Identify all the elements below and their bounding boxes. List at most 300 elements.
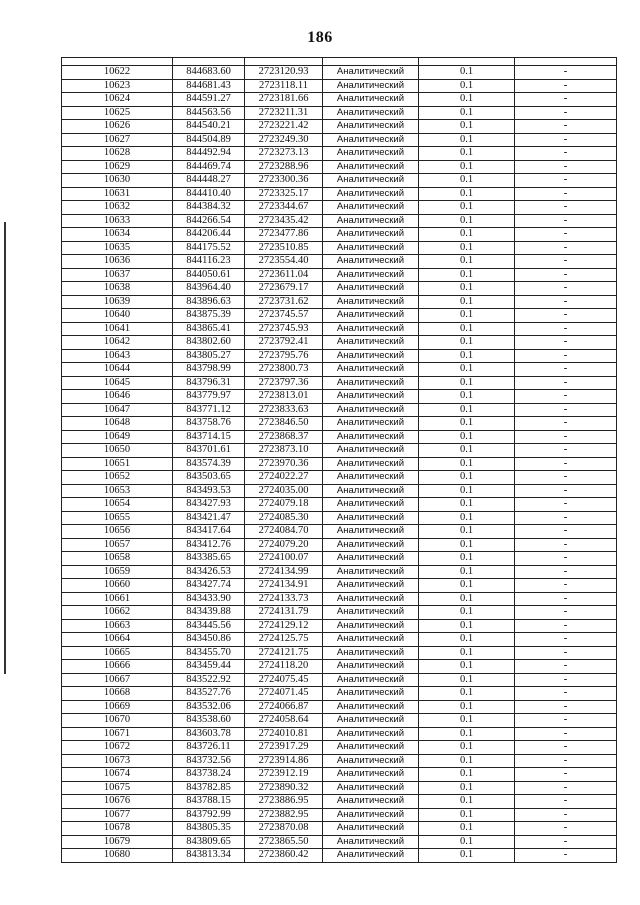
accuracy-cell: 0.1 (419, 471, 515, 485)
note-cell: - (515, 592, 617, 606)
table-row (62, 781, 617, 795)
point-number-cell: 10646 (62, 390, 173, 404)
accuracy-cell: 0.1 (419, 160, 515, 174)
table-row (62, 700, 617, 714)
note-cell: - (515, 444, 617, 458)
y-coordinate-cell: 2724085.30 (245, 511, 323, 525)
method-cell: Аналитический (323, 660, 419, 674)
y-coordinate-cell: 2723554.40 (245, 255, 323, 269)
table-row (62, 376, 617, 390)
table-row (62, 538, 617, 552)
note-cell: - (515, 727, 617, 741)
note-cell: - (515, 808, 617, 822)
note-cell: - (515, 849, 617, 863)
point-number-cell: 10643 (62, 349, 173, 363)
table-row (62, 390, 617, 404)
note-cell: - (515, 484, 617, 498)
x-coordinate-cell: 843427.93 (173, 498, 245, 512)
table-row (62, 673, 617, 687)
point-number-cell: 10666 (62, 660, 173, 674)
accuracy-cell: 0.1 (419, 687, 515, 701)
method-cell: Аналитический (323, 66, 419, 80)
method-cell: Аналитический (323, 511, 419, 525)
x-coordinate-cell: 844492.94 (173, 147, 245, 161)
method-cell: Аналитический (323, 309, 419, 323)
x-coordinate-cell: 843782.85 (173, 781, 245, 795)
accuracy-cell: 0.1 (419, 835, 515, 849)
accuracy-cell: 0.1 (419, 565, 515, 579)
table-row (62, 606, 617, 620)
table-row (62, 363, 617, 377)
note-cell: - (515, 106, 617, 120)
table-row (62, 808, 617, 822)
point-number-cell: 10652 (62, 471, 173, 485)
point-number-cell: 10656 (62, 525, 173, 539)
y-coordinate-cell: 2724121.75 (245, 646, 323, 660)
x-coordinate-cell: 843779.97 (173, 390, 245, 404)
point-number-cell: 10660 (62, 579, 173, 593)
table-body (62, 66, 617, 863)
method-cell: Аналитический (323, 417, 419, 431)
method-cell: Аналитический (323, 160, 419, 174)
method-cell: Аналитический (323, 79, 419, 93)
table-row (62, 687, 617, 701)
point-number-cell: 10676 (62, 795, 173, 809)
point-number-cell: 10678 (62, 822, 173, 836)
accuracy-cell: 0.1 (419, 457, 515, 471)
point-number-cell: 10670 (62, 714, 173, 728)
note-cell: - (515, 187, 617, 201)
x-coordinate-cell: 843417.64 (173, 525, 245, 539)
x-coordinate-cell: 844175.52 (173, 241, 245, 255)
header-cell (62, 58, 173, 66)
point-number-cell: 10635 (62, 241, 173, 255)
note-cell: - (515, 579, 617, 593)
y-coordinate-cell: 2724066.87 (245, 700, 323, 714)
x-coordinate-cell: 843450.86 (173, 633, 245, 647)
x-coordinate-cell: 843798.99 (173, 363, 245, 377)
accuracy-cell: 0.1 (419, 282, 515, 296)
accuracy-cell: 0.1 (419, 309, 515, 323)
x-coordinate-cell: 843714.15 (173, 430, 245, 444)
table-row (62, 835, 617, 849)
point-number-cell: 10627 (62, 133, 173, 147)
table-row (62, 268, 617, 282)
table-row (62, 160, 617, 174)
y-coordinate-cell: 2723914.86 (245, 754, 323, 768)
method-cell: Аналитический (323, 768, 419, 782)
table-row (62, 66, 617, 80)
x-coordinate-cell: 844504.89 (173, 133, 245, 147)
method-cell: Аналитический (323, 444, 419, 458)
y-coordinate-cell: 2724058.64 (245, 714, 323, 728)
method-cell: Аналитический (323, 147, 419, 161)
table-row (62, 633, 617, 647)
y-coordinate-cell: 2724118.20 (245, 660, 323, 674)
accuracy-cell: 0.1 (419, 808, 515, 822)
accuracy-cell: 0.1 (419, 214, 515, 228)
accuracy-cell: 0.1 (419, 349, 515, 363)
method-cell: Аналитический (323, 174, 419, 188)
table-row (62, 741, 617, 755)
method-cell: Аналитический (323, 687, 419, 701)
point-number-cell: 10642 (62, 336, 173, 350)
x-coordinate-cell: 843427.74 (173, 579, 245, 593)
y-coordinate-cell: 2723833.63 (245, 403, 323, 417)
y-coordinate-cell: 2723344.67 (245, 201, 323, 215)
note-cell: - (515, 66, 617, 80)
x-coordinate-cell: 844563.56 (173, 106, 245, 120)
point-number-cell: 10640 (62, 309, 173, 323)
accuracy-cell: 0.1 (419, 147, 515, 161)
method-cell: Аналитический (323, 322, 419, 336)
note-cell: - (515, 93, 617, 107)
x-coordinate-cell: 843426.53 (173, 565, 245, 579)
table-row (62, 93, 617, 107)
point-number-cell: 10625 (62, 106, 173, 120)
table-row (62, 552, 617, 566)
y-coordinate-cell: 2723886.95 (245, 795, 323, 809)
x-coordinate-cell: 843421.47 (173, 511, 245, 525)
point-number-cell: 10647 (62, 403, 173, 417)
table-row (62, 565, 617, 579)
method-cell: Аналитический (323, 187, 419, 201)
table-row (62, 295, 617, 309)
y-coordinate-cell: 2724022.27 (245, 471, 323, 485)
accuracy-cell: 0.1 (419, 822, 515, 836)
method-cell: Аналитический (323, 646, 419, 660)
method-cell: Аналитический (323, 471, 419, 485)
point-number-cell: 10628 (62, 147, 173, 161)
note-cell: - (515, 714, 617, 728)
table-row (62, 120, 617, 134)
method-cell: Аналитический (323, 714, 419, 728)
x-coordinate-cell: 843445.56 (173, 619, 245, 633)
table-row (62, 457, 617, 471)
header-cell (515, 58, 617, 66)
point-number-cell: 10653 (62, 484, 173, 498)
point-number-cell: 10654 (62, 498, 173, 512)
method-cell: Аналитический (323, 120, 419, 134)
table-row (62, 484, 617, 498)
coordinates-table-container (61, 57, 616, 863)
accuracy-cell: 0.1 (419, 187, 515, 201)
y-coordinate-cell: 2723912.19 (245, 768, 323, 782)
point-number-cell: 10637 (62, 268, 173, 282)
table-row (62, 241, 617, 255)
y-coordinate-cell: 2723917.29 (245, 741, 323, 755)
x-coordinate-cell: 844540.21 (173, 120, 245, 134)
point-number-cell: 10630 (62, 174, 173, 188)
y-coordinate-cell: 2723679.17 (245, 282, 323, 296)
point-number-cell: 10650 (62, 444, 173, 458)
method-cell: Аналитический (323, 795, 419, 809)
x-coordinate-cell: 843738.24 (173, 768, 245, 782)
table-row (62, 471, 617, 485)
method-cell: Аналитический (323, 430, 419, 444)
accuracy-cell: 0.1 (419, 376, 515, 390)
point-number-cell: 10655 (62, 511, 173, 525)
method-cell: Аналитический (323, 525, 419, 539)
method-cell: Аналитический (323, 808, 419, 822)
y-coordinate-cell: 2723273.13 (245, 147, 323, 161)
y-coordinate-cell: 2723846.50 (245, 417, 323, 431)
x-coordinate-cell: 844469.74 (173, 160, 245, 174)
x-coordinate-cell: 843809.65 (173, 835, 245, 849)
x-coordinate-cell: 843527.76 (173, 687, 245, 701)
point-number-cell: 10672 (62, 741, 173, 755)
point-number-cell: 10641 (62, 322, 173, 336)
note-cell: - (515, 430, 617, 444)
point-number-cell: 10624 (62, 93, 173, 107)
accuracy-cell: 0.1 (419, 363, 515, 377)
note-cell: - (515, 781, 617, 795)
point-number-cell: 10649 (62, 430, 173, 444)
table-row (62, 106, 617, 120)
note-cell: - (515, 457, 617, 471)
x-coordinate-cell: 844591.27 (173, 93, 245, 107)
point-number-cell: 10645 (62, 376, 173, 390)
note-cell: - (515, 309, 617, 323)
x-coordinate-cell: 843522.92 (173, 673, 245, 687)
x-coordinate-cell: 843732.56 (173, 754, 245, 768)
point-number-cell: 10638 (62, 282, 173, 296)
table-row (62, 417, 617, 431)
accuracy-cell: 0.1 (419, 538, 515, 552)
method-cell: Аналитический (323, 849, 419, 863)
method-cell: Аналитический (323, 403, 419, 417)
method-cell: Аналитический (323, 457, 419, 471)
x-coordinate-cell: 843493.53 (173, 484, 245, 498)
accuracy-cell: 0.1 (419, 525, 515, 539)
y-coordinate-cell: 2723435.42 (245, 214, 323, 228)
method-cell: Аналитический (323, 106, 419, 120)
point-number-cell: 10680 (62, 849, 173, 863)
note-cell: - (515, 835, 617, 849)
point-number-cell: 10664 (62, 633, 173, 647)
table-row (62, 768, 617, 782)
x-coordinate-cell: 843538.60 (173, 714, 245, 728)
y-coordinate-cell: 2724075.45 (245, 673, 323, 687)
note-cell: - (515, 282, 617, 296)
x-coordinate-cell: 843771.12 (173, 403, 245, 417)
x-coordinate-cell: 844050.61 (173, 268, 245, 282)
table-row (62, 511, 617, 525)
y-coordinate-cell: 2724079.18 (245, 498, 323, 512)
x-coordinate-cell: 843813.34 (173, 849, 245, 863)
note-cell: - (515, 322, 617, 336)
note-cell: - (515, 214, 617, 228)
table-row (62, 201, 617, 215)
coordinates-table (61, 57, 617, 863)
accuracy-cell: 0.1 (419, 754, 515, 768)
note-cell: - (515, 120, 617, 134)
y-coordinate-cell: 2723118.11 (245, 79, 323, 93)
note-cell: - (515, 390, 617, 404)
y-coordinate-cell: 2724071.45 (245, 687, 323, 701)
x-coordinate-cell: 844410.40 (173, 187, 245, 201)
accuracy-cell: 0.1 (419, 660, 515, 674)
method-cell: Аналитический (323, 700, 419, 714)
point-number-cell: 10668 (62, 687, 173, 701)
y-coordinate-cell: 2723795.76 (245, 349, 323, 363)
y-coordinate-cell: 2724079.20 (245, 538, 323, 552)
y-coordinate-cell: 2723731.62 (245, 295, 323, 309)
accuracy-cell: 0.1 (419, 403, 515, 417)
method-cell: Аналитический (323, 376, 419, 390)
header-cell (245, 58, 323, 66)
note-cell: - (515, 228, 617, 242)
x-coordinate-cell: 843726.11 (173, 741, 245, 755)
table-row (62, 498, 617, 512)
point-number-cell: 10623 (62, 79, 173, 93)
method-cell: Аналитический (323, 228, 419, 242)
x-coordinate-cell: 843805.35 (173, 822, 245, 836)
note-cell: - (515, 160, 617, 174)
x-coordinate-cell: 843796.31 (173, 376, 245, 390)
accuracy-cell: 0.1 (419, 592, 515, 606)
y-coordinate-cell: 2724084.70 (245, 525, 323, 539)
point-number-cell: 10634 (62, 228, 173, 242)
y-coordinate-cell: 2723882.95 (245, 808, 323, 822)
table-row (62, 147, 617, 161)
point-number-cell: 10626 (62, 120, 173, 134)
accuracy-cell: 0.1 (419, 93, 515, 107)
x-coordinate-cell: 844206.44 (173, 228, 245, 242)
y-coordinate-cell: 2723181.66 (245, 93, 323, 107)
x-coordinate-cell: 843439.88 (173, 606, 245, 620)
x-coordinate-cell: 843802.60 (173, 336, 245, 350)
table-row (62, 727, 617, 741)
note-cell: - (515, 673, 617, 687)
table-row (62, 849, 617, 863)
method-cell: Аналитический (323, 633, 419, 647)
x-coordinate-cell: 843701.61 (173, 444, 245, 458)
method-cell: Аналитический (323, 363, 419, 377)
x-coordinate-cell: 843964.40 (173, 282, 245, 296)
point-number-cell: 10658 (62, 552, 173, 566)
table-row (62, 282, 617, 296)
y-coordinate-cell: 2723745.57 (245, 309, 323, 323)
table-row (62, 592, 617, 606)
y-coordinate-cell: 2723873.10 (245, 444, 323, 458)
note-cell: - (515, 700, 617, 714)
y-coordinate-cell: 2723813.01 (245, 390, 323, 404)
point-number-cell: 10665 (62, 646, 173, 660)
x-coordinate-cell: 843865.41 (173, 322, 245, 336)
y-coordinate-cell: 2723870.08 (245, 822, 323, 836)
note-cell: - (515, 376, 617, 390)
accuracy-cell: 0.1 (419, 133, 515, 147)
table-row (62, 79, 617, 93)
accuracy-cell: 0.1 (419, 606, 515, 620)
method-cell: Аналитический (323, 565, 419, 579)
point-number-cell: 10633 (62, 214, 173, 228)
y-coordinate-cell: 2723120.93 (245, 66, 323, 80)
method-cell: Аналитический (323, 727, 419, 741)
note-cell: - (515, 525, 617, 539)
point-number-cell: 10669 (62, 700, 173, 714)
point-number-cell: 10622 (62, 66, 173, 80)
y-coordinate-cell: 2723792.41 (245, 336, 323, 350)
x-coordinate-cell: 843758.76 (173, 417, 245, 431)
y-coordinate-cell: 2724134.99 (245, 565, 323, 579)
method-cell: Аналитический (323, 214, 419, 228)
x-coordinate-cell: 843433.90 (173, 592, 245, 606)
accuracy-cell: 0.1 (419, 241, 515, 255)
y-coordinate-cell: 2723860.42 (245, 849, 323, 863)
point-number-cell: 10644 (62, 363, 173, 377)
accuracy-cell: 0.1 (419, 174, 515, 188)
y-coordinate-cell: 2723865.50 (245, 835, 323, 849)
y-coordinate-cell: 2724010.81 (245, 727, 323, 741)
y-coordinate-cell: 2724129.12 (245, 619, 323, 633)
note-cell: - (515, 255, 617, 269)
table-row (62, 579, 617, 593)
note-cell: - (515, 349, 617, 363)
x-coordinate-cell: 843503.65 (173, 471, 245, 485)
y-coordinate-cell: 2723249.30 (245, 133, 323, 147)
table-row (62, 349, 617, 363)
point-number-cell: 10631 (62, 187, 173, 201)
margin-line (4, 222, 6, 674)
accuracy-cell: 0.1 (419, 444, 515, 458)
y-coordinate-cell: 2724133.73 (245, 592, 323, 606)
note-cell: - (515, 241, 617, 255)
table-row (62, 430, 617, 444)
note-cell: - (515, 754, 617, 768)
x-coordinate-cell: 843896.63 (173, 295, 245, 309)
table-row (62, 322, 617, 336)
x-coordinate-cell: 843455.70 (173, 646, 245, 660)
x-coordinate-cell: 843574.39 (173, 457, 245, 471)
accuracy-cell: 0.1 (419, 268, 515, 282)
header-cell (419, 58, 515, 66)
table-row (62, 714, 617, 728)
y-coordinate-cell: 2724131.79 (245, 606, 323, 620)
method-cell: Аналитический (323, 592, 419, 606)
y-coordinate-cell: 2723868.37 (245, 430, 323, 444)
table-row (62, 403, 617, 417)
accuracy-cell: 0.1 (419, 430, 515, 444)
method-cell: Аналитический (323, 619, 419, 633)
accuracy-cell: 0.1 (419, 673, 515, 687)
note-cell: - (515, 552, 617, 566)
note-cell: - (515, 174, 617, 188)
note-cell: - (515, 565, 617, 579)
point-number-cell: 10667 (62, 673, 173, 687)
note-cell: - (515, 133, 617, 147)
accuracy-cell: 0.1 (419, 322, 515, 336)
x-coordinate-cell: 844681.43 (173, 79, 245, 93)
note-cell: - (515, 538, 617, 552)
note-cell: - (515, 511, 617, 525)
method-cell: Аналитический (323, 741, 419, 755)
y-coordinate-cell: 2723300.36 (245, 174, 323, 188)
point-number-cell: 10632 (62, 201, 173, 215)
note-cell: - (515, 417, 617, 431)
y-coordinate-cell: 2723890.32 (245, 781, 323, 795)
accuracy-cell: 0.1 (419, 579, 515, 593)
method-cell: Аналитический (323, 754, 419, 768)
x-coordinate-cell: 843412.76 (173, 538, 245, 552)
note-cell: - (515, 79, 617, 93)
x-coordinate-cell: 844448.27 (173, 174, 245, 188)
accuracy-cell: 0.1 (419, 255, 515, 269)
table-row (62, 822, 617, 836)
method-cell: Аналитический (323, 268, 419, 282)
note-cell: - (515, 336, 617, 350)
